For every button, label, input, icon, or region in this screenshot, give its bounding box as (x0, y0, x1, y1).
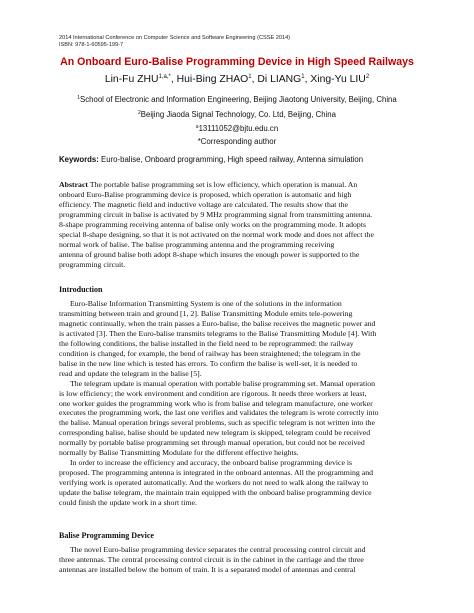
intro-line: the following conditions, the balise installed in the field need to be reprogrammed: the railway (59, 338, 354, 348)
intro-line: condition is changed, for example, the bend of railway has been straightened; the telegram in the (59, 348, 361, 358)
intro-line: could finish the update work in a short time. (59, 498, 197, 508)
abstract-line: programming circuit. (59, 259, 126, 269)
section2-body (59, 545, 419, 575)
affiliation-1 (0, 95, 474, 104)
author-name: , Di LIANG (251, 74, 302, 85)
intro-line: executes the programming work, the last one verifies and validates the telegram is wrote correctly into (59, 408, 379, 418)
intro-line: transmitting between train and ground [1, 2]. Balise Transmitting Module emits tele-powering (59, 308, 353, 318)
author-sup: 2 (365, 74, 370, 80)
intro-line: read and update the telegram in the balise [5]. (59, 368, 202, 378)
abstract-line: The portable balise programming set is low efficiency, which operation is manual. An (88, 180, 358, 189)
affiliation-text: School of Electronic and Information Engineering, Beijing Jiaotong University, Beijing, China (80, 95, 397, 104)
abstract-line: normal work of balise. The balise programming antenna and the programming receiving (59, 239, 335, 249)
intro-line: magnetic continually, when the train passes a Euro-balise, the balise receives the magnetic power and (59, 318, 376, 328)
intro-line: verifying work is operated automatically. And the workers do not need to walk along the railway to (59, 478, 369, 488)
section2-line: antennas are installed below the bottom of train. It is a separated model of antennas and central (59, 564, 356, 574)
author-name: Lin-Fu ZHU (104, 74, 159, 85)
affiliation-text: Beijing Jiaoda Signal Technology, Co. Ltd, Beijing, China (140, 110, 336, 119)
intro-line: one worker guides the programming work who is from balise and telegram manufacture, one worker (59, 398, 373, 408)
keywords-label: Keywords: (59, 155, 99, 164)
keywords (59, 155, 363, 164)
abstract-line: programming circuit in balise is activated by 9 MHz programming signal from transmitting antenna. (59, 209, 373, 219)
intro-line: update the balise telegram, the maintain train equipped with the onboard balise programming device (59, 488, 372, 498)
author-email (0, 124, 474, 133)
abstract-line: onboard Euro-Balise programming device is proposed, which operation is automatic and high (59, 189, 352, 199)
section-heading-balise-device: Balise Programming Device (59, 531, 154, 540)
affiliation-2 (0, 110, 474, 119)
abstract-label: Abstract (59, 180, 89, 189)
section-heading-introduction: Introduction (59, 285, 103, 294)
affiliation-sup: 2 (138, 110, 141, 116)
intro-line: normally by Balise Transmitting Modulate for the different effective heights. (59, 448, 299, 458)
intro-line: the balise. Manual operation brings several problems, such as specific telegram is not written into the (59, 418, 375, 428)
paper-title: An Onboard Euro-Balise Programming Device in High Speed Railways (60, 56, 414, 68)
abstract (59, 180, 419, 270)
author-sup: 1 (248, 74, 252, 80)
isbn: ISBN: 978-1-60595-199-7 (59, 42, 124, 49)
keywords-text: Euro-balise, Onboard programming, High speed railway, Antenna simulation (98, 155, 364, 164)
conference-name: 2014 International Conference on Computer Science and Software Engineering (CSSE 2014) (59, 35, 291, 41)
author-name: , Xing-Yu LIU (304, 74, 366, 85)
intro-line: normally by portable balise programming set through manual operation, but could not be received (59, 438, 365, 448)
email-text: 13111052@bjtu.edu.cn (198, 124, 279, 133)
author-list (0, 74, 474, 85)
intro-line: proposed. The programming antenna is integrated in the onboard antennas. All the programming and (59, 468, 374, 478)
section2-line: three antennas. The central processing control circuit is in the cabinet in the carriage and the three (59, 554, 364, 564)
intro-line: balise in the new line which is tested has errors. To confirm the balise is well-set, it is needed to (59, 358, 358, 368)
section2-line: The novel Euro-balise programming device separates the central processing control circuit and (70, 545, 366, 554)
abstract-line: efficiency. The magnetic field and inductive voltage are calculated. The results show that the (59, 199, 348, 209)
abstract-line: 8-shape programming receiving antenna of balise only works on the programming mode. It adopts (59, 219, 367, 229)
corresponding-author: *Corresponding author (197, 137, 277, 146)
introduction-body (59, 299, 419, 508)
conference-header (59, 35, 290, 50)
intro-line: In order to increase the efficiency and accuracy, the onboard balise programming device is (70, 458, 353, 468)
intro-line: corresponding balise, balise should be updated new telegram is skipped, telegram could be received (59, 428, 371, 438)
intro-line: is activated [3]. Then the Euro-balise transmits telegrams to the Balise Transmitting Module [4]. With (59, 328, 377, 338)
author-sup: 1 (301, 74, 305, 80)
email-sup: a (195, 124, 199, 130)
author-sup: 1,a,* (158, 74, 171, 80)
abstract-line: special 8-shape designing, so that it is not activated on the normal work mode and does not affect the (59, 229, 374, 239)
intro-line: is low efficiency; the work environment and condition are rigorous. It needs three workers at least, (59, 388, 367, 398)
intro-line: Euro-Balise Information Transmitting System is one of the solutions in the information (70, 299, 342, 308)
affiliation-sup: 1 (77, 95, 81, 101)
abstract-line: antenna of ground balise both adopt 8-shape which insures the enough power is supported to the (59, 249, 360, 259)
intro-line: The telegram update is manual operation with portable balise programming set. Manual operation (70, 378, 376, 388)
author-name: , Hui-Bing ZHAO (170, 74, 249, 85)
